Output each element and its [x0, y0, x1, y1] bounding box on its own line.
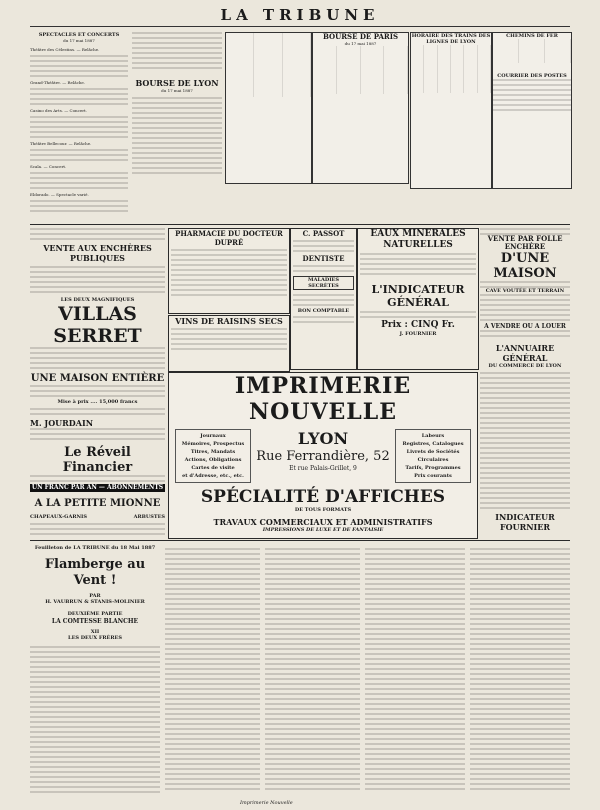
imprimerie-right-item: Labeurs: [421, 433, 445, 439]
feuilleton-part: DEUXIÈME PARTIE: [67, 611, 123, 617]
imprimerie-right-item: Tarifs, Programmes: [405, 465, 461, 471]
feuilleton-chapter-title: LES DEUX FRÈRES: [68, 635, 122, 641]
imprimerie-right-item: Circulaires: [417, 457, 449, 463]
story-column-4: [365, 548, 465, 793]
mise-a-prix: Mise à prix .... 15,000 francs: [57, 399, 138, 405]
villas-subtitle: LES DEUX MAGNIFIQUES: [60, 297, 135, 303]
feuilleton-header: Feuilleton de LA TRIBUNE du 18 Mai 1887: [34, 545, 156, 551]
imprimerie-left-item: et d'Adresse, etc., etc.: [182, 473, 244, 479]
bourse-paris-table: [312, 32, 409, 184]
feuilleton-par: PAR: [89, 593, 101, 599]
obligations-table: [225, 32, 312, 184]
bourse-lyon-column: [132, 32, 222, 222]
maladies-title: MALADIES SECRÈTES: [293, 276, 354, 290]
imprimerie-address: Rue Ferrandière, 52: [256, 449, 390, 464]
imprimerie-title: IMPRIMERIE NOUVELLE: [234, 373, 412, 425]
imprimerie-right-item: Livrets de Sociétés: [406, 449, 460, 455]
vente-folle: VENTE PAR FOLLE ENCHÈRE: [487, 234, 563, 251]
chapeaux: CHAPEAUX-GARNIS: [30, 514, 87, 520]
left-ads-column: [30, 228, 165, 538]
imprimerie-left-item: Cartes de visite: [191, 465, 235, 471]
annuaire: L'ANNUAIRE GÉNÉRAL: [495, 343, 555, 363]
courrier-header: COURRIER DES POSTES: [497, 73, 567, 79]
imprimerie-right-item: Registres, Catalogues: [402, 441, 464, 447]
petite-mionne: A LA PETITE MIONNE: [34, 498, 161, 509]
right-ads-column: [480, 228, 570, 538]
imprimerie-right-item: Prix courants: [414, 473, 452, 479]
affiches: SPÉCIALITÉ D'AFFICHES: [200, 487, 446, 507]
spectacle-line: Théâtre Bellecour. — Relâche.: [30, 141, 92, 146]
indicateur-title: L'INDICATEUR GÉNÉRAL: [371, 283, 465, 309]
indicateur-fournier: INDICATEUR FOURNIER: [495, 512, 555, 532]
imprimerie-left-item: Mémoires, Prospectus: [181, 441, 245, 447]
vente-title: VENTE AUX ENCHÈRES PUBLIQUES: [43, 243, 152, 263]
divider: [30, 224, 570, 225]
feuilleton-column: [30, 545, 160, 795]
cave: CAVE VOUTÉE ET TERRAIN: [485, 288, 565, 294]
pharmacie-ad: [168, 228, 290, 314]
spectacle-line: Scala. — Concert.: [30, 164, 67, 169]
passot-title: C. PASSOT: [302, 229, 345, 238]
spectacle-line: Casino des Arts. — Concert.: [30, 108, 88, 113]
imprimerie-left-item: Actions, Obligations: [184, 457, 242, 463]
spectacle-line: Grand-Théâtre. — Relâche.: [30, 80, 86, 85]
spectacle-line: Eldorado. — Spectacle varié.: [30, 192, 89, 197]
masthead: LA TRIBUNE: [30, 6, 570, 27]
eaux-indicateur-ad: [357, 228, 479, 370]
fournier: J. FOURNIER: [399, 331, 437, 337]
spectacle-line: Théâtre des Célestins. — Relâche.: [30, 47, 100, 52]
dentiste-title: DENTISTE: [302, 254, 345, 263]
spectacles-column: [30, 32, 128, 222]
reveil-financier: Le Réveil Financier: [62, 445, 133, 475]
annuaire-sub: DU COMMERCE DE LYON: [488, 363, 562, 369]
chemins-header: CHEMINS DE FER: [506, 33, 558, 39]
vins-ad: [168, 315, 290, 372]
vins-title: VINS DE RAISINS SECS: [175, 316, 283, 326]
footer: [40, 800, 560, 806]
villas-serret: VILLAS SERRET: [53, 303, 142, 347]
imprimerie-address2: Et rue Palais-Grillet, 9: [289, 465, 357, 472]
bon-comptable: BON COMPTABLE: [297, 308, 350, 314]
spectacles-date: du 17 mai 1887: [63, 38, 95, 43]
imprimerie-ad: [168, 372, 478, 539]
maison-entiere: UNE MAISON ENTIÈRE: [30, 373, 165, 384]
affiches-sub: DE TOUS FORMATS: [294, 507, 352, 513]
a-vendre: A VENDRE OU A LOUER: [484, 323, 566, 330]
story-column-2: [165, 548, 260, 793]
divider: [30, 540, 570, 541]
spectacles-header: SPECTACLES ET CONCERTS: [38, 32, 120, 38]
imprimerie-left-item: Titres, Mandats: [190, 449, 236, 455]
story-column-5: [470, 548, 570, 793]
pharmacie-title: PHARMACIE DU DOCTEUR DUPRÉ: [175, 229, 283, 247]
horaire-header: HORAIRE DES TRAINS DES LIGNES DE LYON: [411, 33, 491, 45]
imprimerie-city: LYON: [297, 429, 349, 448]
bourse-paris-header: BOURSE DE PARIS: [322, 32, 399, 41]
bourse-paris-date: du 17 mai 1887: [344, 41, 377, 46]
prix-cinq: Prix : CINQ Fr.: [381, 320, 455, 330]
story-column-3: [265, 548, 360, 793]
bourse-lyon-header: BOURSE DE LYON: [135, 78, 219, 88]
eaux-title: EAUX MINÉRALES NATURELLES: [370, 229, 466, 250]
passot-dentiste-ad: [290, 228, 357, 370]
footer-imprimerie: Imprimerie Nouvelle: [240, 800, 293, 806]
feuilleton-author: H. VAUBRUN & STANIS-MOLINIER: [45, 599, 145, 605]
imprimerie-left-item: Journaux: [200, 433, 226, 439]
une-maison: D'UNE MAISON: [493, 251, 557, 281]
jourdain: M. JOURDAIN: [30, 418, 94, 428]
horaire-trains-table: [410, 32, 492, 189]
feuilleton-subtitle: LA COMTESSE BLANCHE: [51, 618, 139, 625]
arbustes: ARBUSTES: [133, 514, 165, 520]
feuilleton-chapter: XII: [90, 629, 100, 635]
travaux: TRAVAUX COMMERCIAUX ET ADMINISTRATIFS: [213, 517, 433, 527]
bourse-lyon-date: du 17 mai 1887: [161, 88, 193, 93]
feuilleton-title: Flamberge au Vent !: [44, 557, 146, 588]
chemins-de-fer-table: [492, 32, 572, 189]
travaux-sub: IMPRESSIONS DE LUXE ET DE FANTAISIE: [262, 527, 384, 533]
reveil-banner: UN FRANC PAR AN — ABONNEMENTS: [31, 484, 164, 491]
